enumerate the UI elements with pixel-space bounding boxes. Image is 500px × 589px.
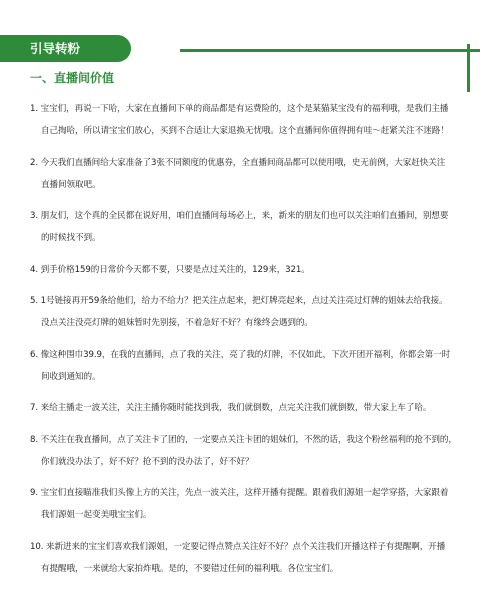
list-item-line: 间收到通知的。 [41,371,101,382]
list-item-7 [30,397,470,419]
list-item-10 [30,536,470,580]
list-item-5 [30,290,470,334]
list-item-line: 没点关注没亮灯牌的姐妹暂时先别接，不着急好不好？有缘终会遇到的。 [41,318,313,328]
list-item-line: 1. 宝宝们，再说一下哈，大家在直播间下单的商品都是有运费险的，这个是某猫某宝没有的福利哦，是我们主播 [30,104,449,114]
header-rule-vertical [467,44,470,92]
list-item-line: 4. 到手价格159的日常价今天都不要，只要是点过关注的，129来，321。 [30,264,310,275]
script-list [30,98,470,589]
list-item-3 [30,205,470,249]
list-item-line: 9. 宝宝们直接瞄准我们头像上方的关注，先点一波关注，这样开播有提醒。跟着我们源姐一起学穿搭，大家跟着 [30,488,449,498]
header-rule-horizontal [180,49,480,52]
list-item-line: 有提醒哦，一来就给大家拍炸哦。是的，不要错过任何的福利哦。各位宝宝们。 [41,563,339,574]
list-item-line: 的时候找不到。 [41,233,101,243]
list-item-line: 3. 朋友们，这个真的全民都在说好用，咱们直播间每场必上，来，新来的朋友们也可以关注咱们直播间，别想要 [30,211,449,221]
list-item-line: 我们源姐一起变美哦宝宝们。 [41,510,152,520]
header-tab [0,35,131,62]
list-item-4 [30,259,470,281]
list-item-line: 7. 来给主播走一波关注，关注主播你随时能找到我，我们就倒数，点完关注我们就倒数，带大家上车了哈。 [30,403,432,413]
header-tab-title: 引导转粉 [30,41,81,56]
list-item-line: 自己掏哈，所以请宝宝们放心，买到不合适让大家退换无忧哦。这个直播间你值得拥有哇～赶紧关注不迷路！ [41,126,449,136]
list-item-2 [30,152,470,196]
list-item-line: 10. 来新进来的宝宝们喜欢我们源姐，一定要记得点赞点关注好不好？点个关注我们开播这样子有提醒啊，开播 [30,541,446,552]
section-title: 一、直播间价值 [30,71,115,85]
list-item-1 [30,98,470,142]
list-item-6 [30,344,470,388]
list-item-line: 2. 今天我们直播间给大家准备了3张不同额度的优惠券，全直播间商品都可以使用哦，史无前例，大家赶快关注 [30,157,446,168]
list-item-9 [30,482,470,526]
list-item-8 [30,429,470,473]
list-item-line: 你们就没办法了，好不好？抢不到的没办法了，好不好？ [41,456,254,467]
list-item-line: 6. 像这种围巾39.9，在我的直播间，点了我的关注，亮了我的灯牌，不仅如此，下次开团开福利，你都会第一时 [30,349,451,360]
list-item-line: 直播间领取吧。 [41,179,101,190]
list-item-line: 5. 1号链接再开59条给他们，给力不给力？把关注点起来，把灯牌亮起来，点过关注亮过灯牌的姐妹去给我接。 [30,296,448,306]
list-item-line: 8. 不关注在我直播间，点了关注卡了团的，一定要点关注卡团的姐妹们，不然的话，我这个粉丝福利的抢不到的， [30,434,457,445]
